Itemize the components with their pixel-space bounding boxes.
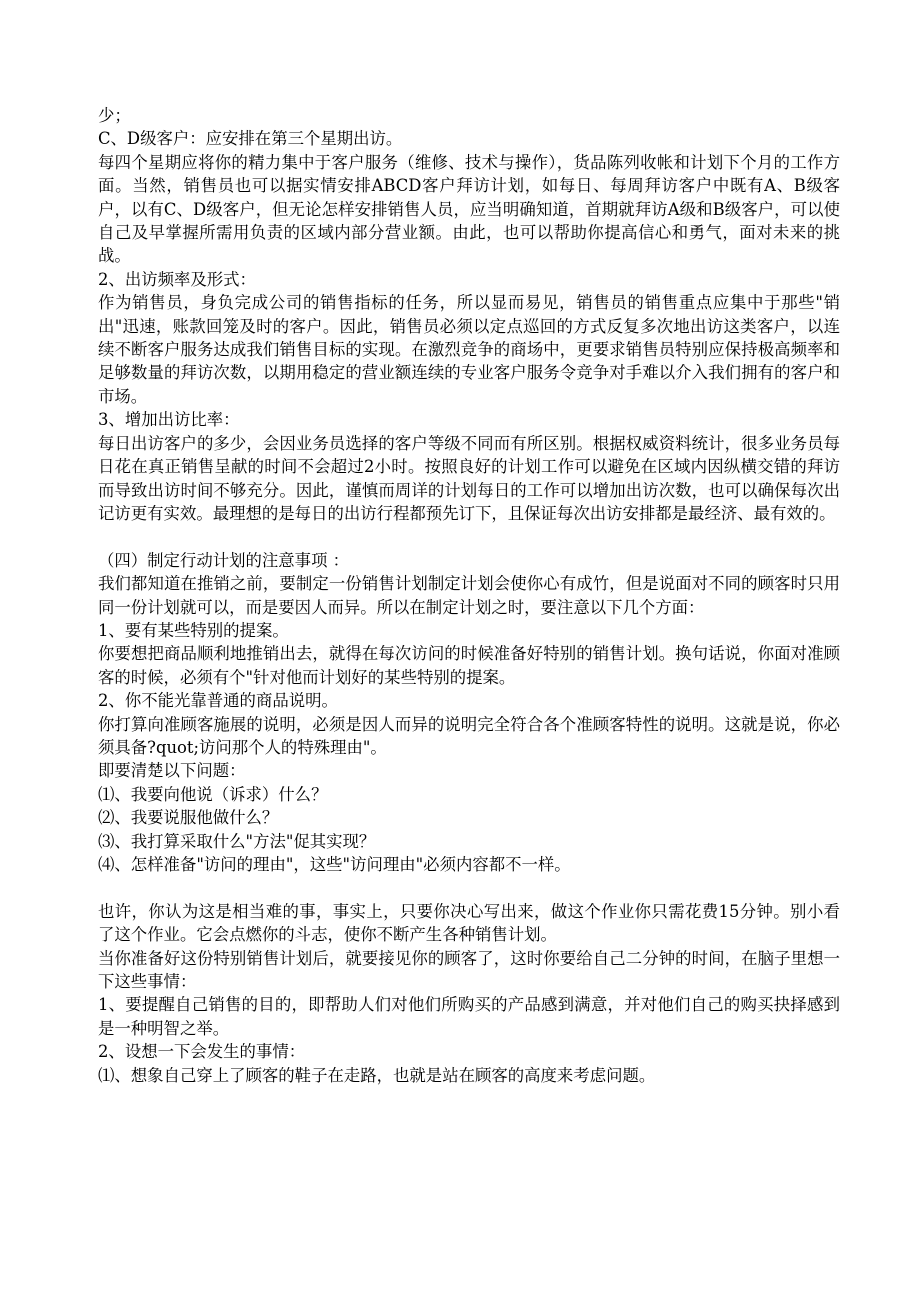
section-heading: 2、出访频率及形式： — [98, 269, 256, 289]
paragraph: 我们都知道在推销之前，要制定一份销售计划制定计划会使你心有成竹，但是说面对不同的顾客时只用同一份计划就可以，而是要因人而异。所以在制定计划之时，要注意以下几个方面： — [98, 574, 840, 617]
paragraph: 每四个星期应将你的精力集中于客户服务（维修、技术与操作），货品陈列收帐和计划下个月的工作方面。当然，销售员也可以据实情安排ABCD客户拜访计划，如每日、每周拜访客户中既有A、B级客户，以有C、D级客户，但无论怎样安排销售人员，应当明确知道，首期就拜访A级和B级客户，可以使自己及早掌握所需用负责的区域内部分营业额。由此，也可以帮助你提高信心和勇气，面对未来的挑战。 — [98, 152, 840, 266]
list-item: ⑵、我要说服他做什么？ — [98, 808, 279, 828]
list-item: ⑷、怎样准备"访问的理由"，这些"访问理由"必须内容都不一样。 — [98, 854, 571, 874]
list-item: ⑶、我打算采取什么"方法"促其实现？ — [98, 831, 376, 851]
paragraph: 也许，你认为这是相当难的事，事实上，只要你决心写出来，做这个作业你只需花费15分钟。别小看了这个作业。它会点燃你的斗志，使你不断产生各种销售计划。 — [98, 901, 840, 945]
section-heading: （四）制定行动计划的注意事项 ： — [98, 550, 350, 570]
paragraph: 每日出访客户的多少，会因业务员选择的客户等级不同而有所区别。根据权威资料统计，很多业务员每日花在真正销售呈献的时间不会超过2小时。按照良好的计划工作可以避免在区域内因纵横交错的拜访而导致出访时间不够充分。因此，谨慎而周详的计划每日的工作可以增加出访次数，也可以确保每次出记访更有实效。最理想的是每日的出访行程都预先订下，且保证每次出访安排都是最经济、最有效的。 — [98, 433, 840, 523]
section-heading: 1、要有某些特别的提案。 — [98, 620, 289, 640]
paragraph: 你打算向准顾客施展的说明，必须是因人而异的说明完全符合各个准顾客特性的说明。这就是说，你必须具备?quot;访问那个人的特殊理由"。 — [98, 714, 840, 757]
blank-line — [98, 876, 840, 899]
document-page — [98, 104, 840, 1087]
paragraph: 少； — [98, 106, 131, 125]
blank-line — [98, 525, 840, 548]
section-heading: 3、增加出访比率： — [98, 410, 240, 430]
paragraph: 1、要提醒自己销售的目的，即帮助人们对他们所购买的产品感到满意，并对他们自己的购买抉择感到是一种明智之举。 — [98, 995, 840, 1038]
paragraph: 你要想把商品顺利地推销出去，就得在每次访问的时候准备好特别的销售计划。换句话说，你面对准顾客的时候，必须有个"针对他而计划好的某些特别的提案。 — [98, 644, 840, 687]
list-item: ⑴、想象自己穿上了顾客的鞋子在走路，也就是站在顾客的高度来考虑问题。 — [98, 1065, 656, 1085]
paragraph: 当你准备好这份特别销售计划后，就要接见你的顾客了，这时你要给自己二分钟的时间，在脑子里想一下这些事情： — [98, 948, 840, 991]
list-item: ⑴、我要向他说（诉求）什么？ — [98, 784, 328, 804]
section-heading: 2、你不能光靠普通的商品说明。 — [98, 691, 338, 711]
paragraph: 即要清楚以下问题： — [98, 761, 246, 781]
paragraph: 作为销售员，身负完成公司的销售指标的任务，所以显而易见，销售员的销售重点应集中于那些"销出"迅速，账款回笼及时的客户。因此，销售员必须以定点巡回的方式反复多次地出访这类客户，以连续不断客户服务达成我们销售目标的实现。在激烈竞争的商场中，更要求销售员特别应保持极高频率和足够数量的拜访次数，以期用稳定的营业额连续的专业客户服务令竞争对手难以介入我们拥有的客户和市场。 — [98, 293, 840, 406]
paragraph: C、D级客户：应安排在第三个星期出访。 — [98, 129, 403, 149]
section-heading: 2、设想一下会发生的事情： — [98, 1042, 306, 1062]
